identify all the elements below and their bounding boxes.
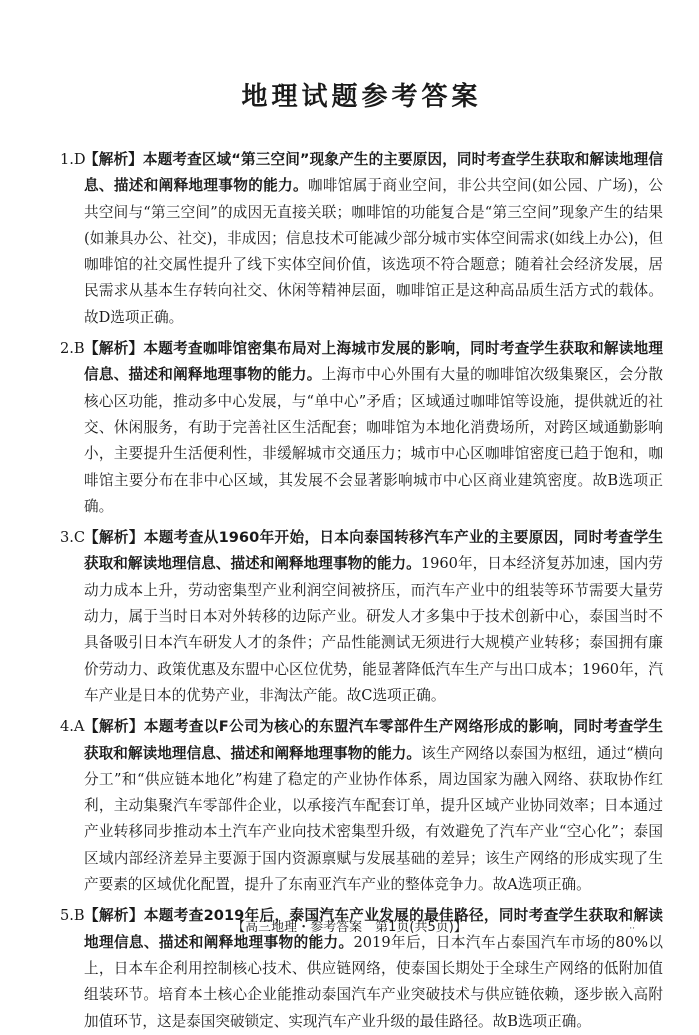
analysis-tag: 【解析】	[84, 151, 143, 168]
analysis-lead: 本题考查2019年后，泰国汽车产业发展的最佳路径，同时考查学生获取和解读地理信息、描述和阐释地理事物的能力。	[84, 907, 663, 951]
analysis-tag: 【解析】	[84, 907, 144, 925]
analysis-lead: 本题考查从1960年开始，日本向泰国转移汽车产业的主要原因，同时考查学生获取和解读地理信息、描述和阐释地理事物的能力。	[84, 529, 663, 573]
answer-item	[60, 525, 663, 709]
analysis-body: 2019年后，日本汽车占泰国汽车市场的80%以上，日本车企利用控制核心技术、供应链网络，使泰国长期处于全球生产网络的低附加值组装环节。培育本土核心企业能推动泰国汽车产业突破技术与供应链依赖，逐步嵌入高附加值环节，这是泰国突破锁定、实现汽车产业升级的最佳路径。故B选项正确。	[84, 933, 663, 1030]
answer-item	[60, 147, 663, 331]
analysis-tag: 【解析】	[84, 718, 144, 736]
answer-item	[60, 336, 663, 520]
corner-mark: ··	[629, 924, 635, 934]
analysis-lead: 本题考查区域“第三空间”现象产生的主要原因，同时考查学生获取和解读地理信息、描述和阐释地理事物的能力。	[84, 151, 663, 195]
page-footer: 【高三地理・参考答案 第1页(共5页)】	[232, 920, 467, 935]
analysis-lead: 本题考查以F公司为核心的东盟汽车零部件生产网络形成的影响，同时考查学生获取和解读地理信息、描述和阐释地理事物的能力。	[84, 718, 663, 762]
analysis-body: 咖啡馆属于商业空间，非公共空间(如公园、广场)，公共空间与“第三空间”的成因无直接关联；咖啡馆的功能复合是“第三空间”现象产生的结果(如兼具办公、社交)，非成因；信息技术可能减少部分城市实体空间需求(如线上办公)，但咖啡馆的社交属性提升了线下实体空间价值，该选项不符合题意；随着社会经济发展，居民需求从基本生存转向社交、休闲等精神层面，咖啡馆正是这种高品质生活方式的载体。故D选项正确。	[84, 177, 663, 326]
analysis-body: 该生产网络以泰国为枢纽，通过“横向分工”和“供应链本地化”构建了稳定的产业协作体系，周边国家为融入网络、获取协作红利，主动集聚汽车零部件企业，以承接汽车配套订单，提升区域产业协同效率；日本通过产业转移同步推动本土汽车产业向技术密集型升级，有效避免了汽车产业“空心化”；泰国区域内部经济差异主要源于国内资源禀赋与发展基础的差异；该生产网络的形成实现了生产要素的区域优化配置，提升了东南亚汽车产业的整体竞争力。故A选项正确。	[84, 744, 663, 894]
page-title: 地理试题参考答案	[241, 82, 482, 112]
analysis-tag: 【解析】	[84, 340, 144, 358]
analysis-body: 1960年，日本经济复苏加速，国内劳动力成本上升，劳动密集型产业利润空间被挤压，而汽车产业中的组装等环节需要大量劳动力，属于当时日本对外转移的边际产业。研发人才多集中于技术创新中心，泰国当时不具备吸引日本汽车研发人才的条件；产品性能测试无须进行大规模产业转移；泰国拥有廉价劳动力、政策优惠及东盟中心区位优势，能显著降低汽车生产与出口成本；1960年，汽车产业是日本的优势产业，非淘汰产能。故C选项正确。	[84, 555, 663, 704]
question-number: 2.B	[60, 340, 85, 358]
question-number: 4.A	[60, 718, 85, 736]
analysis-lead: 本题考查咖啡馆密集布局对上海城市发展的影响，同时考查学生获取和解读地理信息、描述和阐释地理事物的能力。	[84, 340, 663, 384]
answer-item	[60, 714, 663, 898]
analysis-tag: 【解析】	[84, 529, 144, 547]
question-number: 3.C	[60, 529, 86, 547]
question-number: 1.D	[60, 151, 86, 168]
question-number: 5.B	[60, 907, 85, 925]
analysis-body: 上海市中心外围有大量的咖啡馆次级集聚区，会分散核心区功能，推动多中心发展，与“单中心”矛盾；区域通过咖啡馆等设施，提供就近的社交、休闲服务，有助于完善社区生活配套；咖啡馆为本地化消费场所，对跨区域通勤影响小，主要提升生活便利性，非缓解城市交通压力；城市中心区咖啡馆密度已趋于饱和，咖啡馆主要分布在非中心区域，其发展不会显著影响城市中心区商业建筑密度。故B选项正确。	[84, 366, 663, 515]
